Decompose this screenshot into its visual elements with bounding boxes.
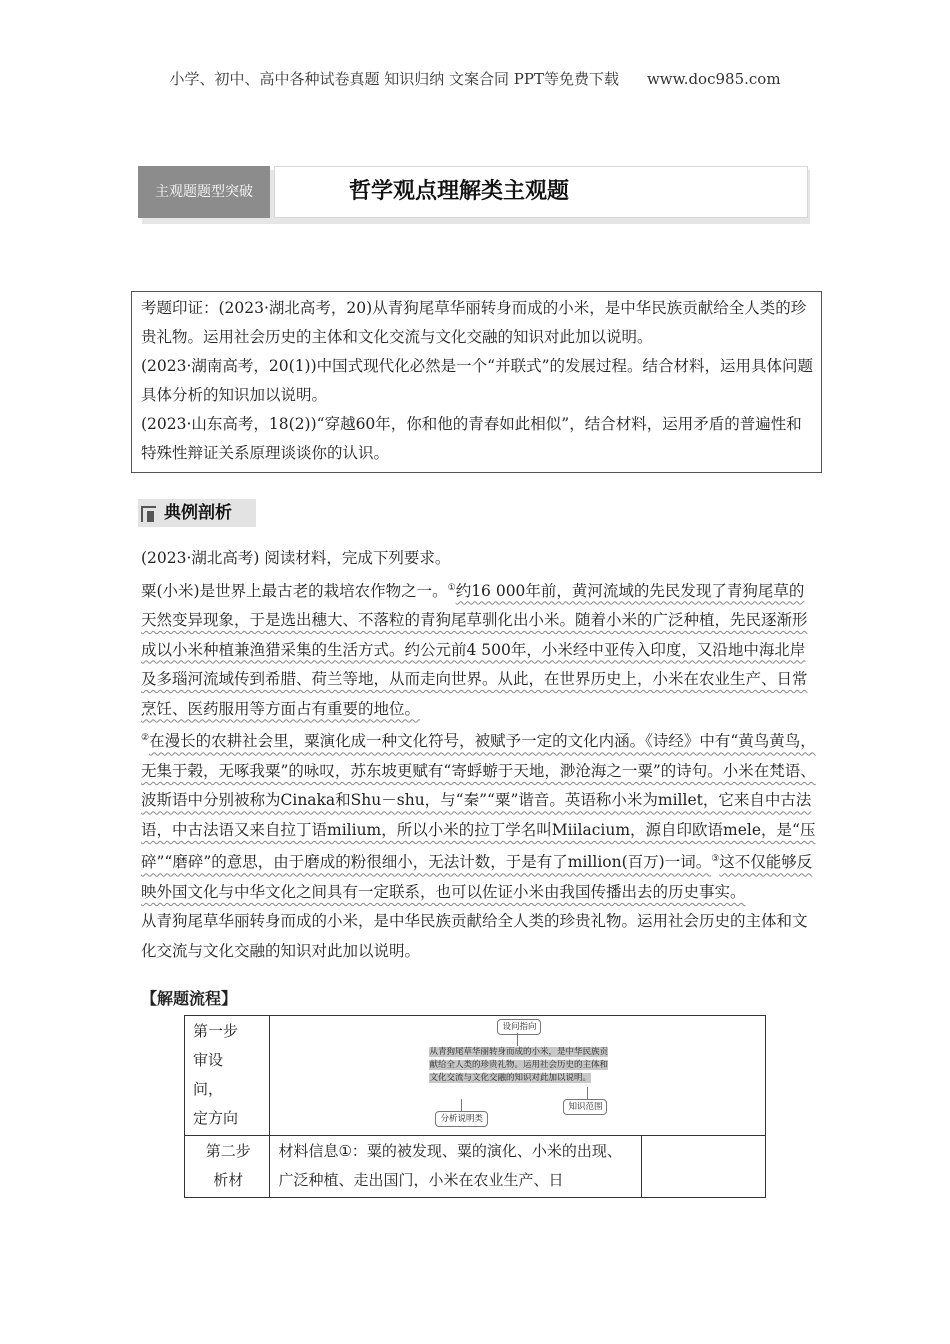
step2-content-cell	[270, 1136, 642, 1198]
material-intro: (2023·湖北高考) 阅读材料，完成下列要求。	[141, 549, 451, 567]
step1-line: 定方向	[193, 1109, 239, 1127]
marker-1: ①	[447, 582, 456, 593]
marker-3: ③	[711, 854, 720, 865]
step1-line: 审设	[193, 1051, 224, 1069]
step2-cell	[185, 1136, 270, 1198]
section-heading	[138, 499, 256, 527]
marker-2: ②	[141, 733, 150, 744]
diagram-connector	[587, 1087, 588, 1099]
table-row	[185, 1016, 766, 1136]
exam-reference-3: (2023·山东高考，18(2))“穿越60年，你和他的青春如此相似”，结合材料，运用矛盾的普遍性和特殊性辩证关系原理谈谈你的认识。	[141, 415, 802, 462]
diagram-label-top: 设问指向	[497, 1019, 541, 1035]
material-paragraph-2	[141, 724, 819, 907]
step1-line: 问，	[193, 1080, 224, 1098]
exam-reference-1: 考题印证：(2023·湖北高考，20)从青狗尾草华丽转身而成的小米，是中华民族贡献给全人类的珍贵礼物。运用社会历史的主体和文化交流与文化交融的知识对此加以说明。	[141, 299, 807, 346]
header-text: 小学、初中、高中各种试卷真题 知识归纳 文案合同 PPT等免费下载	[169, 70, 619, 88]
material-paragraph-1	[141, 574, 819, 725]
material-p1-underlined: 约16 000年前，黄河流域的先民发现了青狗尾草的天然变异现象，于是选出穗大、不落粒的青狗尾草驯化出小米。随着小米的广泛种植，先民逐渐形成以小米种植兼渔猎采集的生活方式。约公元前4 500年，小米经中亚传入印度，又沿地中海北岸及多瑙河流域传到希腊、荷兰等地，从而走向世界。从此，在世界历史上，小米在农业生产、日常烹饪、医药服用等方面占有重要的地位。	[141, 581, 808, 718]
step1-line: 第一步	[193, 1022, 239, 1040]
material-text	[141, 544, 819, 966]
material-p1-lead: 粟(小米)是世界上最古老的栽培农作物之一。	[141, 581, 448, 600]
banner-title-box	[274, 166, 808, 218]
page-header	[0, 68, 950, 89]
material-p2-underlined: 在漫长的农耕社会里，粟演化成一种文化符号，被赋予一定的文化内涵。《诗经》中有“黄鸟黄鸟，无集于榖，无啄我粟”的咏叹，苏东坡更赋有“寄蜉蝣于天地，渺沧海之一粟”的诗句。小米在梵语、波斯语中分别被称为Cinaka和Shu－shu，与“秦”“粟”谐音。英语称小米为millet，它来自中古法语，中古法语又来自拉丁语milium，所以小米的拉丁学名叫Miilacium，源自印欧语mele，是“压碎”“磨碎”的意思，由于磨成的粉很细小，无法计数，于是有了million(百万)一词。	[141, 732, 816, 872]
step2-material-info: 材料信息①：粟的被发现、粟的演化、小米的出现、广泛种植、走出国门，小米在农业生产、日	[278, 1142, 622, 1189]
diagram-text-highlight-2: 历史的主体和文化交流与文化交融的知识对此加以说明。	[429, 1060, 608, 1083]
diagram-connector	[461, 1099, 462, 1111]
step2-line: 第二步	[205, 1142, 251, 1160]
banner-tag: 主观题题型突破	[138, 166, 270, 218]
step1-diagram-cell	[270, 1016, 766, 1136]
solution-steps-title: 【解题流程】	[141, 989, 238, 1008]
page-title: 哲学观点理解类主观题	[349, 179, 570, 204]
section-title: 典例剖析	[164, 503, 232, 523]
exam-reference-box	[131, 291, 822, 473]
step1-cell	[185, 1016, 270, 1136]
table-row	[185, 1136, 766, 1198]
diagram-text-highlight: 从青狗尾草华丽转身而成的小米，是中华民族贡献给全人类的珍贵礼物。运用社会	[429, 1047, 608, 1070]
diagram-question-text	[429, 1046, 609, 1085]
diagram-connector	[517, 1033, 518, 1046]
material-question: 从青狗尾草华丽转身而成的小米，是中华民族贡献给全人类的珍贵礼物。运用社会历史的主体和文化交流与文化交融的知识对此加以说明。	[141, 912, 808, 960]
header-site: www.doc985.com	[646, 70, 781, 88]
step2-line: 析材	[213, 1171, 244, 1189]
exam-reference-2: (2023·湖南高考，20(1))中国式现代化必然是一个“并联式”的发展过程。结合材料，运用具体问题具体分析的知识加以说明。	[141, 357, 813, 404]
step2-empty-cell	[642, 1136, 766, 1198]
solution-flow-table	[184, 1015, 766, 1198]
section-icon-fill	[147, 511, 154, 522]
material-p2-underlined-2: 这不仅能够反映外国文化与中华文化之间具有一定联系，也可以佐证小米由我国传播出去的历史事实。	[141, 853, 813, 901]
question-analysis-diagram	[271, 1017, 764, 1134]
diagram-label-left: 分析说明类	[435, 1111, 488, 1127]
diagram-label-right: 知识范围	[563, 1099, 607, 1115]
title-banner	[138, 166, 810, 224]
